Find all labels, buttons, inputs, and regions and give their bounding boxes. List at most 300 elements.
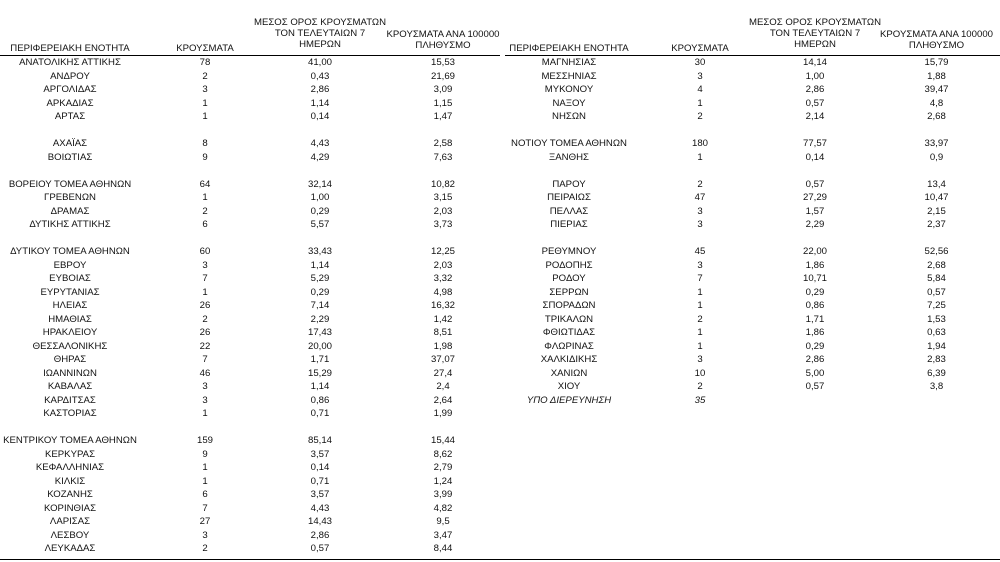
cell-cases: 1 [202, 462, 208, 473]
cell-per100k: 9,5 [436, 516, 450, 527]
cell-per100k: 33,97 [924, 138, 949, 149]
cell-cases: 2 [202, 313, 208, 325]
cell-region: ΗΡΑΚΛΕΙΟΥ [42, 327, 98, 338]
cell-per100k: 2,03 [433, 259, 453, 271]
cell-region: ΚΕΡΚΥΡΑΣ [44, 448, 95, 460]
cell-avg7: 77,57 [802, 138, 827, 149]
cell-cases: 60 [199, 246, 211, 257]
cell-avg7: 0,57 [805, 178, 825, 190]
table-row [0, 407, 500, 420]
cell-avg7: 2,29 [805, 219, 825, 230]
cell-per100k: 2,37 [927, 219, 946, 230]
cell-avg7: 2,86 [310, 84, 330, 95]
cell-per100k: 1,98 [433, 340, 453, 352]
cell-avg7: 2,86 [805, 84, 825, 95]
cell-cases: 3 [202, 84, 208, 95]
cell-cases: 26 [199, 300, 211, 311]
cell-per100k: 4,82 [433, 502, 453, 514]
cell-per100k: 1,47 [433, 111, 453, 122]
cell-region: ΔΥΤΙΚΟΥ ΤΟΜΕΑ ΑΘΗΝΩΝ [10, 246, 130, 257]
per100k-header [873, 29, 1000, 51]
cell-cases: 64 [199, 178, 211, 190]
cell-per100k: 2,4 [436, 381, 450, 392]
table-row [505, 272, 1000, 285]
cell-per100k: 2,15 [927, 205, 946, 217]
cell-cases: 27 [199, 516, 211, 527]
cell-region: ΑΡΤΑΣ [54, 111, 86, 122]
cell-cases: 9 [202, 448, 208, 460]
table-row [505, 205, 1000, 218]
table-row [505, 110, 1000, 123]
cell-cases: 1 [697, 300, 703, 311]
cell-avg7: 85,14 [307, 435, 332, 446]
cell-region: ΒΟΙΩΤΙΑΣ [47, 151, 93, 163]
cell-avg7: 1,86 [805, 327, 825, 338]
cell-per100k: 3,09 [433, 84, 453, 95]
cell-region: ΣΕΡΡΩΝ [549, 286, 589, 298]
cell-per100k: 10,82 [430, 178, 455, 190]
table-row [505, 313, 1000, 326]
cell-per100k: 27,4 [433, 367, 453, 379]
table-row [0, 488, 500, 501]
table-row [0, 353, 500, 366]
cell-region: ΡΟΔΟΥ [552, 273, 586, 284]
cell-avg7: 0,57 [310, 543, 330, 554]
bottom-rule [0, 559, 1000, 560]
table-row [0, 110, 500, 123]
per100k-header-line2: ΠΛΗΘΥΣΜΟ [415, 40, 471, 51]
cell-avg7: 1,00 [805, 70, 825, 82]
table-row [505, 83, 1000, 96]
cell-per100k: 3,8 [929, 381, 944, 392]
cell-region: ΠΕΙΡΑΙΩΣ [547, 192, 591, 203]
cell-cases: 3 [697, 205, 703, 217]
table-row [505, 286, 1000, 299]
cell-cases: 1 [697, 286, 703, 298]
cell-avg7: 1,71 [310, 354, 330, 365]
cell-avg7: 15,29 [307, 367, 332, 379]
cell-per100k: 3,15 [433, 192, 453, 203]
cell-avg7: 1,00 [310, 192, 330, 203]
table-row [505, 232, 1000, 245]
cell-avg7: 7,14 [310, 300, 330, 311]
table-row [0, 340, 500, 353]
cell-per100k: 1,88 [927, 70, 946, 82]
cell-per100k: 16,32 [430, 300, 455, 311]
table-row [505, 137, 1000, 150]
cell-cases: 2 [697, 313, 703, 325]
cell-cases: 180 [691, 138, 708, 149]
cell-region: ΔΡΑΜΑΣ [50, 205, 90, 217]
cell-per100k: 37,07 [430, 354, 455, 365]
cell-per100k: 8,62 [433, 448, 453, 460]
table-row [0, 529, 500, 542]
cell-region: ΘΗΡΑΣ [53, 354, 87, 365]
cell-region: ΜΑΓΝΗΣΙΑΣ [541, 57, 597, 68]
cell-cases: 3 [697, 70, 703, 82]
cell-cases: 7 [202, 354, 208, 365]
cell-avg7: 17,43 [307, 327, 332, 338]
table-row [505, 151, 1000, 164]
cell-cases: 45 [694, 246, 706, 257]
cell-avg7: 14,43 [307, 516, 332, 527]
cell-per100k: 5,84 [927, 273, 946, 284]
cell-per100k: 21,69 [430, 70, 455, 82]
table-row [0, 448, 500, 461]
cell-cases: 1 [202, 286, 208, 298]
cell-avg7: 2,86 [310, 529, 330, 541]
cell-avg7: 1,14 [310, 97, 330, 109]
cell-avg7: 0,43 [310, 70, 330, 82]
cell-region: ΑΝΑΤΟΛΙΚΗΣ ΑΤΤΙΚΗΣ [19, 57, 121, 68]
table-row [505, 56, 1000, 69]
cell-avg7: 0,71 [310, 475, 330, 487]
table-row [0, 286, 500, 299]
cell-cases: 78 [199, 57, 211, 68]
cell-per100k: 1,94 [927, 340, 946, 352]
cell-cases: 7 [202, 502, 208, 514]
cell-avg7: 1,71 [805, 313, 825, 325]
table-row [505, 164, 1000, 177]
cell-avg7: 4,43 [310, 502, 330, 514]
table-row [0, 191, 500, 204]
cell-per100k: 8,51 [433, 327, 453, 338]
cases-header: ΚΡΟΥΣΜΑΤΑ [176, 43, 234, 54]
cell-region: ΞΑΝΘΗΣ [549, 151, 589, 163]
cell-avg7: 1,14 [310, 259, 330, 271]
cell-region: ΝΗΣΩΝ [552, 111, 586, 122]
table-row [505, 97, 1000, 110]
cell-cases: 159 [196, 435, 213, 446]
cell-per100k: 2,58 [433, 138, 453, 149]
cell-region: ΚΑΣΤΟΡΙΑΣ [43, 408, 97, 419]
cell-per100k: 1,53 [927, 313, 946, 325]
cell-per100k: 15,53 [430, 57, 455, 68]
cell-cases: 4 [697, 84, 703, 95]
cell-cases: 1 [697, 327, 703, 338]
cell-per100k: 2,79 [433, 462, 453, 473]
cell-cases: 3 [202, 259, 208, 271]
avg7-header-line1: ΜΕΣΟΣ ΟΡΟΣ ΚΡΟΥΣΜΑΤΩΝ [748, 17, 882, 28]
cell-region: ΦΛΩΡΙΝΑΣ [544, 340, 594, 352]
cell-avg7: 0,86 [805, 300, 825, 311]
table-row [0, 218, 500, 231]
cell-avg7: 14,14 [802, 57, 827, 68]
table-row [0, 380, 500, 393]
cell-cases: 1 [697, 340, 703, 352]
cell-cases: 1 [697, 151, 703, 163]
cell-per100k: 3,73 [433, 219, 453, 230]
table-row [0, 394, 500, 407]
table-row [0, 259, 500, 272]
cell-cases: 3 [697, 219, 703, 230]
avg7-header-line3: ΗΜΕΡΩΝ [794, 39, 836, 50]
cell-avg7: 2,86 [805, 354, 825, 365]
cell-cases: 1 [697, 97, 703, 109]
cell-cases: 1 [202, 111, 208, 122]
cell-avg7: 32,14 [307, 178, 332, 190]
cell-per100k: 1,99 [433, 408, 453, 419]
cell-region: ΔΥΤΙΚΗΣ ΑΤΤΙΚΗΣ [29, 219, 111, 230]
cell-region: ΑΝΔΡΟΥ [50, 70, 90, 82]
cell-avg7: 2,29 [310, 313, 330, 325]
cell-per100k: 3,47 [433, 529, 453, 541]
cell-region: ΡΟΔΟΠΗΣ [545, 259, 593, 271]
cell-per100k: 2,68 [927, 111, 946, 122]
cell-avg7: 33,43 [307, 246, 332, 257]
table-row [0, 421, 500, 434]
cell-cases: 10 [694, 367, 706, 379]
table-row [0, 313, 500, 326]
table-row [505, 191, 1000, 204]
table-row [0, 326, 500, 339]
table-row [0, 124, 500, 137]
table-row [0, 542, 500, 555]
cell-region: ΚΙΛΚΙΣ [54, 475, 86, 487]
cell-avg7: 0,14 [310, 111, 330, 122]
table-row [0, 461, 500, 474]
table-row [0, 56, 500, 69]
table-row [0, 164, 500, 177]
cell-region: ΚΑΒΑΛΑΣ [47, 381, 93, 392]
table-row [0, 299, 500, 312]
cell-region: ΦΘΙΩΤΙΔΑΣ [542, 327, 596, 338]
cell-per100k: 3,99 [433, 489, 453, 500]
cell-cases: 9 [202, 151, 208, 163]
cell-region: ΠΙΕΡΙΑΣ [550, 219, 588, 230]
avg7-header-line1: ΜΕΣΟΣ ΟΡΟΣ ΚΡΟΥΣΜΑΤΩΝ [253, 17, 387, 28]
cell-avg7: 5,57 [310, 219, 330, 230]
cell-cases: 1 [202, 192, 208, 203]
cell-region: ΜΕΣΣΗΝΙΑΣ [541, 70, 597, 82]
cell-per100k: 6,39 [927, 367, 946, 379]
cell-per100k: 2,83 [927, 354, 946, 365]
per100k-header-line2: ΠΛΗΘΥΣΜΟ [908, 40, 965, 51]
cell-per100k: 15,79 [924, 57, 949, 68]
cell-avg7: 5,00 [805, 367, 825, 379]
cell-per100k: 12,25 [430, 246, 455, 257]
cell-per100k: 10,47 [924, 192, 949, 203]
cell-cases: 3 [697, 259, 703, 271]
table-row [0, 178, 500, 191]
cell-cases: 7 [202, 273, 208, 284]
cell-region: ΕΒΡΟΥ [53, 259, 87, 271]
table-row [505, 340, 1000, 353]
cell-per100k: 1,24 [433, 475, 453, 487]
region-header: ΠΕΡΙΦΕΡΕΙΑΚΗ ΕΝΟΤΗΤΑ [509, 43, 629, 54]
cell-per100k: 8,44 [433, 543, 453, 554]
cell-region: ΗΜΑΘΙΑΣ [48, 313, 92, 325]
cell-region: ΑΡΚΑΔΙΑΣ [46, 97, 94, 109]
cell-per100k: 2,68 [927, 259, 946, 271]
table-row [0, 367, 500, 380]
cell-cases: 47 [694, 192, 706, 203]
cell-avg7: 0,57 [805, 381, 825, 392]
avg7-header [745, 17, 885, 50]
cell-region: ΝΟΤΙΟΥ ΤΟΜΕΑ ΑΘΗΝΩΝ [511, 138, 627, 149]
cell-region: ΚΕΝΤΡΙΚΟΥ ΤΟΜΕΑ ΑΘΗΝΩΝ [3, 435, 137, 446]
cell-cases: 3 [202, 529, 208, 541]
cell-region: ΚΑΡΔΙΤΣΑΣ [44, 394, 96, 406]
cell-region: ΥΠΟ ΔΙΕΡΕΥΝΗΣΗ [526, 394, 612, 406]
cell-cases: 30 [694, 57, 706, 68]
per100k-header [378, 29, 508, 51]
cell-region: ΕΥΒΟΙΑΣ [49, 273, 91, 284]
cell-region: ΡΕΘΥΜΝΟΥ [541, 246, 597, 257]
avg7-header [250, 17, 390, 50]
table-row [505, 353, 1000, 366]
cell-per100k: 1,42 [433, 313, 453, 325]
cell-avg7: 3,57 [310, 448, 330, 460]
cell-per100k: 4,8 [929, 97, 944, 109]
table-row [505, 394, 1000, 407]
cell-per100k: 52,56 [924, 246, 949, 257]
cell-avg7: 2,14 [805, 111, 825, 122]
cell-per100k: 2,03 [433, 205, 453, 217]
cell-region: ΛΑΡΙΣΑΣ [49, 516, 91, 527]
region-header: ΠΕΡΙΦΕΡΕΙΑΚΗ ΕΝΟΤΗΤΑ [10, 43, 130, 54]
cell-region: ΑΡΓΟΛΙΔΑΣ [43, 84, 97, 95]
cell-per100k: 39,47 [924, 84, 949, 95]
cell-region: ΛΕΥΚΑΔΑΣ [44, 543, 96, 554]
cell-avg7: 0,57 [805, 97, 825, 109]
cell-per100k: 1,15 [433, 97, 453, 109]
cell-cases: 7 [697, 273, 703, 284]
cell-region: ΝΑΞΟΥ [552, 97, 586, 109]
cell-avg7: 0,14 [310, 462, 330, 473]
cell-per100k: 0,57 [927, 286, 946, 298]
table-row [0, 245, 500, 258]
cell-region: ΠΑΡΟΥ [552, 178, 586, 190]
cell-cases: 2 [697, 111, 703, 122]
cell-avg7: 10,71 [802, 273, 827, 284]
cell-region: ΠΕΛΛΑΣ [549, 205, 589, 217]
table-row [0, 515, 500, 528]
table-row [505, 259, 1000, 272]
table-row [0, 502, 500, 515]
cell-per100k: 3,32 [433, 273, 453, 284]
cell-cases: 46 [199, 367, 211, 379]
cell-avg7: 4,43 [310, 138, 330, 149]
cell-region: ΜΥΚΟΝΟΥ [544, 84, 594, 95]
table-row [505, 299, 1000, 312]
table-row [0, 232, 500, 245]
cell-avg7: 0,71 [310, 408, 330, 419]
cell-per100k: 7,25 [927, 300, 946, 311]
cell-cases: 2 [697, 381, 703, 392]
cell-per100k: 4,98 [433, 286, 453, 298]
cell-region: ΑΧΑΪΑΣ [52, 138, 88, 149]
cell-cases: 3 [202, 381, 208, 392]
cell-per100k: 2,64 [433, 394, 453, 406]
table-row [505, 380, 1000, 393]
avg7-header-line3: ΗΜΕΡΩΝ [299, 39, 341, 50]
cell-avg7: 22,00 [802, 246, 827, 257]
cell-per100k: 7,63 [433, 151, 453, 163]
cell-region: ΧΙΟΥ [557, 381, 581, 392]
cell-cases: 1 [202, 475, 208, 487]
cell-cases: 3 [697, 354, 703, 365]
table-row [0, 205, 500, 218]
cell-per100k: 15,44 [430, 435, 455, 446]
cell-avg7: 0,14 [805, 151, 825, 163]
cell-region: ΕΥΡΥΤΑΝΙΑΣ [40, 286, 100, 298]
cell-region: ΙΩΑΝΝΙΝΩΝ [43, 367, 97, 379]
table-row [0, 475, 500, 488]
cell-avg7: 1,57 [805, 205, 825, 217]
cell-cases: 6 [202, 489, 208, 500]
cases-header: ΚΡΟΥΣΜΑΤΑ [671, 43, 729, 54]
cell-avg7: 4,29 [310, 151, 330, 163]
cell-cases: 1 [202, 97, 208, 109]
cell-avg7: 3,57 [310, 489, 330, 500]
cell-region: ΧΑΝΙΩΝ [550, 367, 588, 379]
table-row [0, 83, 500, 96]
cell-cases: 35 [694, 394, 706, 406]
cell-cases: 22 [199, 340, 211, 352]
cell-avg7: 1,14 [310, 381, 330, 392]
cell-cases: 2 [202, 70, 208, 82]
cell-region: ΓΡΕΒΕΝΩΝ [44, 192, 96, 203]
cell-cases: 3 [202, 394, 208, 406]
cell-per100k: 0,63 [927, 327, 946, 338]
cell-cases: 2 [202, 205, 208, 217]
cell-region: ΛΕΣΒΟΥ [50, 529, 90, 541]
cell-cases: 2 [202, 543, 208, 554]
cell-region: ΣΠΟΡΑΔΩΝ [542, 300, 596, 311]
cell-region: ΧΑΛΚΙΔΙΚΗΣ [540, 354, 598, 365]
table-row [505, 218, 1000, 231]
table-row [505, 124, 1000, 137]
cell-cases: 2 [697, 178, 703, 190]
table-row [505, 367, 1000, 380]
table-row [0, 434, 500, 447]
cell-region: ΘΕΣΣΑΛΟΝΙΚΗΣ [32, 340, 108, 352]
table-row [505, 70, 1000, 83]
cell-avg7: 5,29 [310, 273, 330, 284]
table-row [505, 326, 1000, 339]
table-row [0, 272, 500, 285]
table-row [505, 178, 1000, 191]
table-row [0, 70, 500, 83]
per100k-header-line1: ΚΡΟΥΣΜΑΤΑ ΑΝΑ 100000 [880, 29, 993, 40]
cell-region: ΚΟΡΙΝΘΙΑΣ [43, 502, 97, 514]
cell-avg7: 0,29 [805, 340, 825, 352]
cell-region: ΤΡΙΚΑΛΩΝ [544, 313, 594, 325]
cell-avg7: 0,86 [310, 394, 330, 406]
cell-per100k: 13,4 [927, 178, 946, 190]
cell-per100k: 0,9 [929, 151, 944, 163]
table-row [0, 151, 500, 164]
cell-region: ΚΟΖΑΝΗΣ [47, 489, 93, 500]
cell-avg7: 0,29 [805, 286, 825, 298]
cell-region: ΗΛΕΙΑΣ [52, 300, 88, 311]
cell-region: ΚΕΦΑΛΛΗΝΙΑΣ [35, 462, 105, 473]
table-row [0, 137, 500, 150]
per100k-header-line1: ΚΡΟΥΣΜΑΤΑ ΑΝΑ 100000 [386, 29, 500, 40]
table-row [505, 245, 1000, 258]
cell-cases: 26 [199, 327, 211, 338]
cell-cases: 8 [202, 138, 208, 149]
cell-region: ΒΟΡΕΙΟΥ ΤΟΜΕΑ ΑΘΗΝΩΝ [8, 178, 132, 190]
cell-avg7: 27,29 [802, 192, 827, 203]
cell-cases: 6 [202, 219, 208, 230]
cell-avg7: 20,00 [307, 340, 332, 352]
cell-cases: 1 [202, 408, 208, 419]
avg7-header-line2: ΤΟΝ ΤΕΛΕΥΤΑΙΩΝ 7 [274, 28, 366, 39]
table-row [0, 97, 500, 110]
cell-avg7: 0,29 [310, 286, 330, 298]
